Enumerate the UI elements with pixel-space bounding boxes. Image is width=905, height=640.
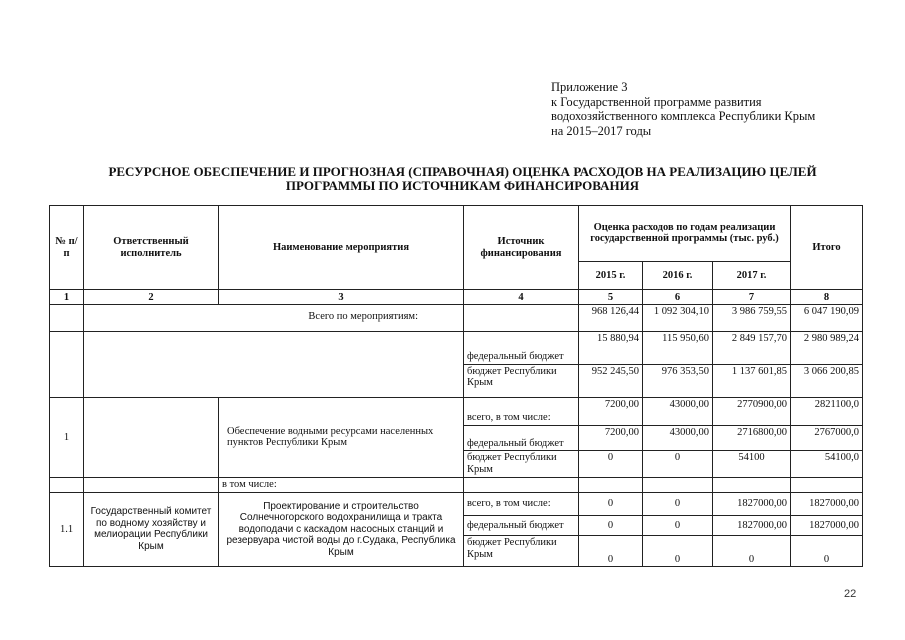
empty-cell [84, 477, 219, 492]
header-executor: Ответственный исполнитель [84, 206, 219, 290]
summary-total: 3 066 200,85 [791, 364, 863, 397]
grand-total-sum: 6 047 190,09 [791, 305, 863, 332]
item1-1-source: всего, в том числе: [464, 492, 579, 515]
page-number: 22 [844, 588, 857, 600]
item1-source: всего, в том числе: [464, 397, 579, 425]
item1-number: 1 [50, 397, 84, 477]
grand-total-2016: 1 092 304,10 [643, 305, 713, 332]
item1-2017: 2716800,00 [713, 425, 791, 451]
item1-row-all [50, 397, 863, 425]
appendix-note [551, 80, 815, 138]
empty-cell [464, 305, 579, 332]
empty-cell [50, 477, 84, 492]
item1-activity: Обеспечение водными ресурсами населенных пунктов Республики Крым [219, 397, 464, 477]
summary-2016: 115 950,60 [643, 331, 713, 364]
empty-cell [84, 397, 219, 477]
empty-cell [579, 477, 643, 492]
empty-cell [791, 477, 863, 492]
item1-1-2015: 0 [579, 536, 643, 567]
empty-cell [464, 477, 579, 492]
item1-1-total: 1827000,00 [791, 515, 863, 536]
column-number: 5 [579, 290, 643, 305]
summary-source: федеральный бюджет [464, 331, 579, 364]
item1-total: 2821100,0 [791, 397, 863, 425]
item1-1-2017: 1827000,00 [713, 492, 791, 515]
summary-source: бюджет Республики Крым [464, 364, 579, 397]
empty-cell [713, 477, 791, 492]
summary-2015: 15 880,94 [579, 331, 643, 364]
item1-1-2017: 1827000,00 [713, 515, 791, 536]
column-number: 8 [791, 290, 863, 305]
item1-1-total: 1827000,00 [791, 492, 863, 515]
column-number: 4 [464, 290, 579, 305]
header-row [50, 206, 863, 262]
summary-2017: 2 849 157,70 [713, 331, 791, 364]
header-year-2016: 2016 г. [643, 261, 713, 290]
appendix-line: Приложение 3 [551, 80, 628, 94]
item1-2017: 2770900,00 [713, 397, 791, 425]
grand-total-2015: 968 126,44 [579, 305, 643, 332]
item1-2016: 43000,00 [643, 397, 713, 425]
item1-1-row-all [50, 492, 863, 515]
item1-1-2016: 0 [643, 492, 713, 515]
summary-total: 2 980 989,24 [791, 331, 863, 364]
title-line-1: РЕСУРСНОЕ ОБЕСПЕЧЕНИЕ И ПРОГНОЗНАЯ (СПРАВОЧНАЯ) ОЦЕНКА РАСХОДОВ НА РЕАЛИЗАЦИЮ ЦЕЛЕЙ [108, 164, 817, 179]
item1-1-activity: Проектирование и строительство Солнечногорского водохранилища и тракта водоподачи с каскадом насосных станций и резервуара чистой воды до г.Судака, Республика Крым [219, 492, 464, 566]
header-year-2017: 2017 г. [713, 261, 791, 290]
resource-table [49, 205, 863, 567]
column-number: 7 [713, 290, 791, 305]
header-estimate: Оценка расходов по годам реализации государственной программы (тыс. руб.) [579, 206, 791, 262]
grand-total-label: Всего по мероприятиям: [84, 305, 464, 332]
appendix-line: водохозяйственного комплекса Республики Крым [551, 109, 816, 123]
item1-2015: 0 [579, 451, 643, 478]
header-year-2015: 2015 г. [579, 261, 643, 290]
summary-row-federal [50, 331, 863, 364]
header-num: № п/п [50, 206, 84, 290]
appendix-line: к Государственной программе развития [551, 94, 762, 109]
item1-2017: 54100 [713, 451, 791, 478]
header-activity: Наименование мероприятия [219, 206, 464, 290]
empty-cell [84, 331, 464, 397]
header-source: Источник финансирования [464, 206, 579, 290]
empty-cell [643, 477, 713, 492]
column-number: 2 [84, 290, 219, 305]
item1-1-2017: 0 [713, 536, 791, 567]
empty-cell [50, 331, 84, 397]
item1-2016: 0 [643, 451, 713, 478]
column-number: 6 [643, 290, 713, 305]
item1-source: федеральный бюджет [464, 425, 579, 451]
item1-2015: 7200,00 [579, 425, 643, 451]
item1-1-2016: 0 [643, 515, 713, 536]
header-total: Итого [791, 206, 863, 290]
item1-total: 2767000,0 [791, 425, 863, 451]
including-row [50, 477, 863, 492]
including-label: в том числе: [219, 477, 464, 492]
item1-1-source: бюджет Республики Крым [464, 536, 579, 567]
column-numbers-row [50, 290, 863, 305]
document-title [60, 165, 865, 193]
item1-2015: 7200,00 [579, 397, 643, 425]
item1-2016: 43000,00 [643, 425, 713, 451]
summary-2017: 1 137 601,85 [713, 364, 791, 397]
item1-1-number: 1.1 [50, 492, 84, 566]
item1-1-2016: 0 [643, 536, 713, 567]
item1-1-2015: 0 [579, 515, 643, 536]
grand-total-row [50, 305, 863, 332]
item1-source: бюджет Республики Крым [464, 451, 579, 478]
item1-1-total: 0 [791, 536, 863, 567]
summary-2016: 976 353,50 [643, 364, 713, 397]
appendix-line: на 2015–2017 годы [551, 123, 652, 138]
title-line-2: ПРОГРАММЫ ПО ИСТОЧНИКАМ ФИНАНСИРОВАНИЯ [285, 178, 640, 193]
item1-1-source: федеральный бюджет [464, 515, 579, 536]
item1-total: 54100,0 [791, 451, 863, 478]
empty-cell [50, 305, 84, 332]
column-number: 1 [50, 290, 84, 305]
grand-total-2017: 3 986 759,55 [713, 305, 791, 332]
item1-1-2015: 0 [579, 492, 643, 515]
item1-1-executor: Государственный комитет по водному хозяйству и мелиорации Республики Крым [84, 492, 219, 566]
summary-2015: 952 245,50 [579, 364, 643, 397]
column-number: 3 [219, 290, 464, 305]
